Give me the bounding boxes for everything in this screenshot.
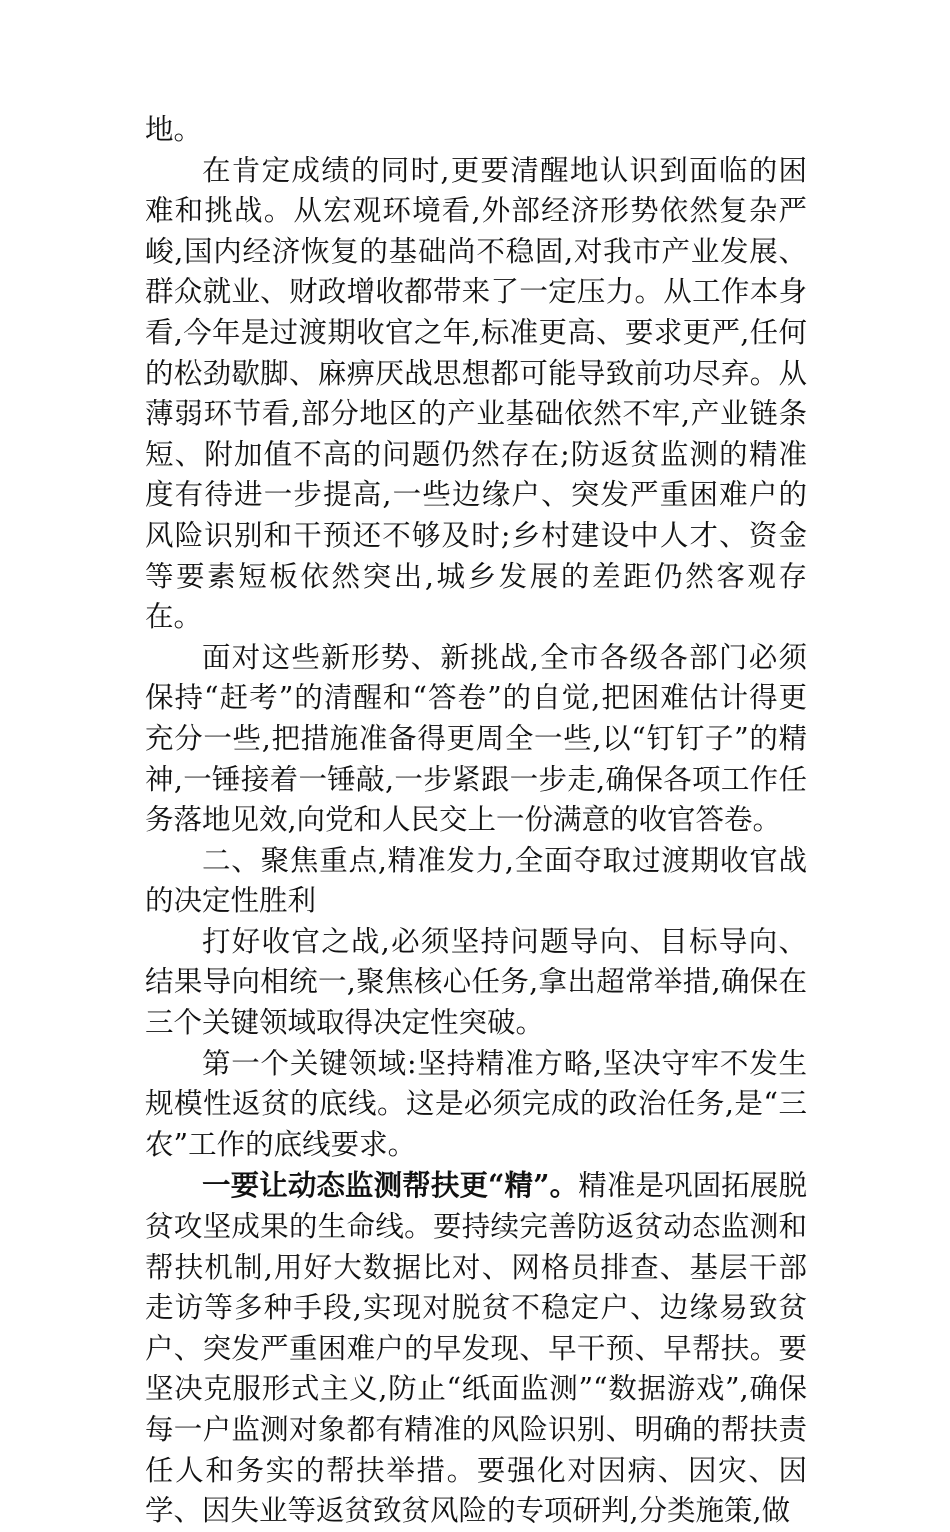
section-heading: 二、聚焦重点,精准发力,全面夺取过渡期收官战的决定性胜利 bbox=[145, 843, 807, 918]
paragraph-challenges: 在肯定成绩的同时,更要清醒地认识到面临的困难和挑战。从宏观环境看,外部经济形势依然复杂严峻,国内经济恢复的基础尚不稳固,对我市产业发展、群众就业、财政增收都带来了一定压力。从工作本身看,今年是过渡期收官之年,标准更高、要求更严,任何的松劲歇脚、麻痹厌战思想都可能导致前功尽弃。从薄弱环节看,部分地区的产业基础依然不牢,产业链条短、附加值不高的问题仍然存在;防返贫监测的精准度有待进一步提高,一些边缘户、突发严重困难户的风险识别和干预还不够及时;乡村建设中人才、资金等要素短板依然突出,城乡发展的差距仍然客观存在。 bbox=[145, 153, 807, 634]
paragraph-monitoring bbox=[145, 1165, 807, 1531]
document-page bbox=[145, 110, 807, 1532]
paragraph-intro: 打好收官之战,必须坚持问题导向、目标导向、结果导向相统一,聚焦核心任务,拿出超常举措,确保在三个关键领域取得决定性突破。 bbox=[145, 924, 807, 1040]
paragraph-key-area-one: 第一个关键领域:坚持精准方略,坚决守牢不发生规模性返贫的底线。这是必须完成的政治任务,是“三农”工作的底线要求。 bbox=[145, 1046, 807, 1161]
paragraph-continuation: 地。 bbox=[145, 113, 203, 146]
paragraph-lead-bold: 一要让动态监测帮扶更“精”。 bbox=[202, 1168, 579, 1203]
paragraph-response: 面对这些新形势、新挑战,全市各级各部门必须保持“赶考”的清醒和“答卷”的自觉,把困难估计得更充分一些,把措施准备得更周全一些,以“钉钉子”的精神,一锤接着一锤敲,一步紧跟一步走,确保各项工作任务落地见效,向党和人民交上一份满意的收官答卷。 bbox=[145, 640, 807, 837]
paragraph-body: 精准是巩固拓展脱贫攻坚成果的生命线。要持续完善防返贫动态监测和帮扶机制,用好大数据比对、网格员排查、基层干部走访等多种手段,实现对脱贫不稳定户、边缘易致贫户、突发严重困难户的早发现、早干预、早帮扶。要坚决克服形式主义,防止“纸面监测”“数据游戏”,确保每一户监测对象都有精准的风险识别、明确的帮扶责任人和务实的帮扶举措。要强化对因病、因灾、因学、因失业等返贫致贫风险的专项研判,分类施策,做 bbox=[145, 1169, 807, 1528]
